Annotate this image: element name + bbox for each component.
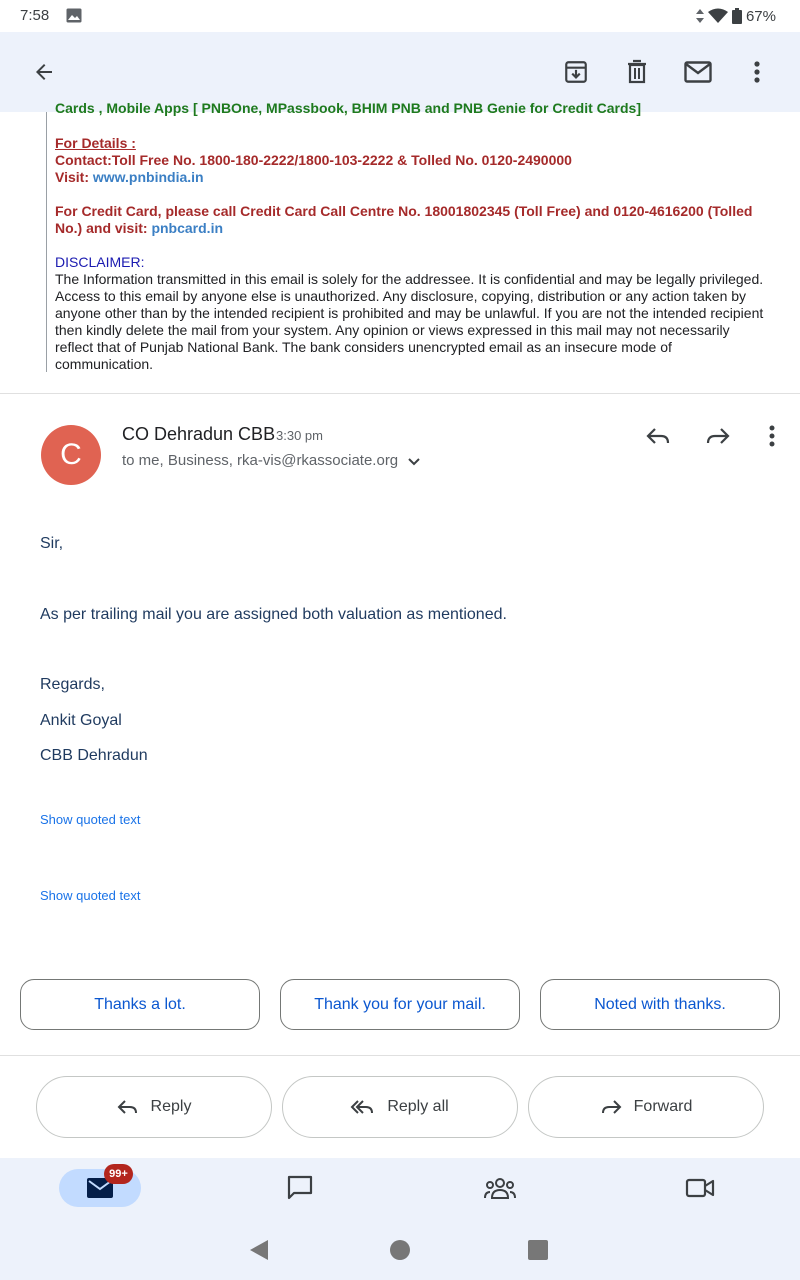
triangle-back-icon: [248, 1238, 270, 1262]
body-signature-org: CBB Dehradun: [40, 747, 148, 764]
delete-button[interactable]: [615, 50, 659, 94]
pnbcard-link[interactable]: pnbcard.in: [151, 220, 224, 236]
sender-name: CO Dehradun CBB: [122, 424, 276, 444]
nav-chat-tab[interactable]: [259, 1169, 341, 1207]
actions-divider: [0, 1055, 800, 1056]
reply-all-label: Reply all: [387, 1098, 449, 1115]
status-bar: [0, 0, 800, 32]
sender-avatar[interactable]: C: [41, 425, 101, 485]
show-quoted-text-link[interactable]: Show quoted text: [40, 888, 141, 903]
video-camera-icon: [685, 1177, 715, 1199]
reply-icon: [645, 426, 671, 446]
forward-button[interactable]: [528, 1076, 764, 1138]
reply-all-button[interactable]: [282, 1076, 518, 1138]
header-more-button[interactable]: [752, 416, 792, 456]
mail-icon: [684, 61, 712, 83]
show-quoted-text-link[interactable]: Show quoted text: [40, 812, 141, 827]
trash-icon: [625, 59, 649, 85]
body-line: As per trailing mail you are assigned both valuation as mentioned.: [40, 606, 507, 623]
header-reply-button[interactable]: [638, 416, 678, 456]
status-time: 7:58: [20, 7, 50, 24]
system-recents-button[interactable]: [524, 1236, 552, 1264]
message-divider: [0, 393, 800, 394]
circle-home-icon: [389, 1239, 411, 1261]
forward-icon: [705, 426, 731, 446]
disclaimer-heading: DISCLAIMER:: [55, 254, 145, 270]
system-back-button[interactable]: [245, 1236, 273, 1264]
smart-reply-chip[interactable]: Thank you for your mail.: [280, 979, 520, 1030]
visit-line: [55, 169, 204, 186]
credit-card-line: [55, 203, 760, 237]
visit-label: Visit:: [55, 169, 93, 185]
unread-count-badge: 99+: [104, 1164, 133, 1184]
archive-button[interactable]: [554, 50, 598, 94]
smart-reply-chip[interactable]: Noted with thanks.: [540, 979, 780, 1030]
forward-label: Forward: [633, 1098, 693, 1115]
status-indicators: [696, 5, 776, 27]
sent-time: 3:30 pm: [276, 428, 323, 443]
pnbindia-link[interactable]: www.pnbindia.in: [92, 169, 204, 185]
header-forward-button[interactable]: [698, 416, 738, 456]
more-vert-icon: [754, 61, 760, 83]
quoted-message: [46, 100, 766, 372]
image-notification-icon: [66, 8, 82, 23]
reply-icon: [117, 1098, 139, 1116]
battery-percent: 67%: [745, 7, 776, 25]
people-icon: [484, 1176, 516, 1200]
more-vert-icon: [769, 425, 775, 447]
arrow-left-icon: [32, 60, 56, 84]
system-home-button[interactable]: [386, 1236, 414, 1264]
nav-meet-tab[interactable]: [659, 1169, 741, 1207]
body-signature-name: Ankit Goyal: [40, 712, 122, 729]
smart-reply-chip[interactable]: Thanks a lot.: [20, 979, 260, 1030]
body-regards: Regards,: [40, 676, 105, 693]
battery-icon: [732, 8, 742, 24]
forward-icon: [600, 1098, 622, 1116]
body-greeting: Sir,: [40, 535, 64, 552]
chat-icon: [286, 1174, 314, 1202]
quoted-clipped-line: Cards , Mobile Apps [ PNBOne, MPassbook, BHIM PNB and PNB Genie for Credit Cards]: [55, 100, 642, 116]
recipients-line[interactable]: to me, Business, rka-vis@rkassociate.org: [122, 452, 399, 469]
disclaimer-text: The Information transmitted in this email is solely for the addressee. It is confidential and may be legally privileged. Access to this email by anyone else is unauthorized. Any disclosure, copying, distribution or any action taken by anyone other than by the intended recipient is prohibited and may be unlawful. If you are not the intended recipient then kindly delete the mail from your system. Any opinion or views expressed in this mail may not necessarily reflect that of Punjab National Bank. The bank considers unencrypted email as an insecure mode of communication.: [55, 271, 764, 372]
reply-label: Reply: [150, 1098, 192, 1115]
chevron-down-icon[interactable]: [404, 453, 424, 471]
nav-spaces-tab[interactable]: [459, 1169, 541, 1207]
reply-all-icon: [351, 1098, 375, 1116]
contact-line: Contact:Toll Free No. 1800-180-2222/1800-103-2222 & Tolled No. 0120-2490000: [55, 152, 572, 168]
archive-icon: [563, 59, 589, 85]
square-recents-icon: [527, 1239, 549, 1261]
details-heading: For Details :: [55, 135, 136, 151]
reply-button[interactable]: [36, 1076, 272, 1138]
mark-unread-button[interactable]: [676, 50, 720, 94]
more-options-button[interactable]: [735, 50, 779, 94]
back-button[interactable]: [22, 50, 66, 94]
credit-card-text: For Credit Card, please call Credit Card Call Centre No. 18001802345 (Toll Free) and 0120-4616200 (Tolled No.) and visit:: [55, 203, 753, 236]
data-transfer-icon: [696, 9, 704, 23]
wifi-icon: [708, 8, 728, 24]
